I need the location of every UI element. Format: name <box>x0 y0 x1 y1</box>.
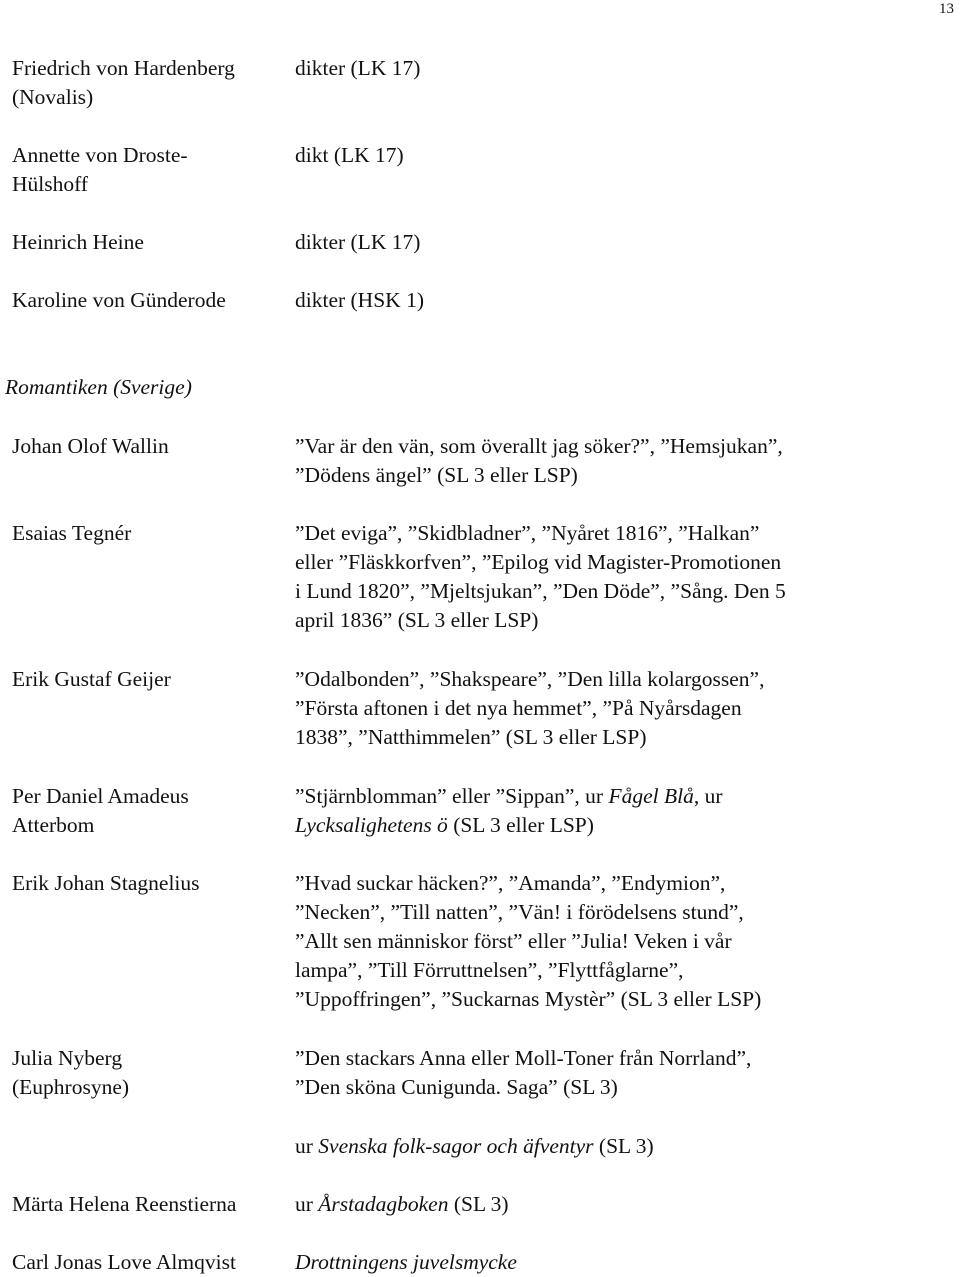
work-line <box>295 811 955 840</box>
work-line <box>295 228 955 257</box>
work-text: lampa”, ”Till Förruttnelsen”, ”Flyttfåglarne”, <box>295 958 684 982</box>
work-line <box>295 1248 955 1277</box>
work-list <box>295 782 955 840</box>
work-line <box>295 694 955 723</box>
work-line <box>295 54 955 83</box>
work-title: Fågel Blå <box>608 784 694 808</box>
work-list <box>295 141 955 170</box>
author-name <box>12 1190 294 1219</box>
work-line <box>295 985 955 1014</box>
work-list <box>295 286 955 315</box>
author-line: Johan Olof Wallin <box>12 434 169 458</box>
work-text: ”Var är den vän, som överallt jag söker?”, ”Hemsjukan”, <box>295 434 783 458</box>
author-name <box>12 1044 294 1102</box>
author-line: Karoline von Günderode <box>12 288 226 312</box>
work-text: ur <box>295 1134 319 1158</box>
author-name <box>12 782 294 840</box>
author-name <box>12 228 294 257</box>
work-text: eller ”Fläskkorfven”, ”Epilog vid Magister-Promotionen <box>295 550 782 574</box>
author-name <box>12 141 294 199</box>
work-text: 1838”, ”Natthimmelen” (SL 3 eller LSP) <box>295 725 647 749</box>
work-text: (SL 3) <box>448 1192 509 1216</box>
work-line <box>295 141 955 170</box>
work-title: Svenska folk-sagor och äfventyr <box>318 1134 594 1158</box>
work-text: ”Odalbonden”, ”Shakspeare”, ”Den lilla kolargossen”, <box>295 667 765 691</box>
work-line <box>295 548 955 577</box>
author-name <box>12 665 294 694</box>
work-text: , ur <box>693 784 723 808</box>
work-text: ”Stjärnblomman” eller ”Sippan”, ur <box>295 784 609 808</box>
work-list <box>295 1044 955 1102</box>
work-line <box>295 1190 955 1219</box>
author-line: Carl Jonas Love Almqvist <box>12 1250 236 1274</box>
author-name <box>12 432 294 461</box>
work-line <box>295 927 955 956</box>
work-text: ”Det eviga”, ”Skidbladner”, ”Nyåret 1816”, ”Halkan” <box>295 521 760 545</box>
work-line <box>295 723 955 752</box>
work-line <box>295 606 955 635</box>
work-text: (SL 3) <box>593 1134 654 1158</box>
work-list <box>295 54 955 83</box>
work-line <box>295 577 955 606</box>
author-line: Hülshoff <box>12 172 89 196</box>
work-line <box>295 665 955 694</box>
work-list <box>295 519 955 635</box>
author-line: Heinrich Heine <box>12 230 144 254</box>
work-text: ”Den sköna Cunigunda. Saga” (SL 3) <box>295 1075 618 1099</box>
work-line <box>295 1132 955 1161</box>
author-line: Märta Helena Reenstierna <box>12 1192 237 1216</box>
work-text: i Lund 1820”, ”Mjeltsjukan”, ”Den Döde”, ”Sång. Den 5 <box>295 579 786 603</box>
author-line: Esaias Tegnér <box>12 521 132 545</box>
section-heading: Romantiken (Sverige) <box>5 375 192 399</box>
work-line <box>295 1073 955 1102</box>
work-list <box>295 1190 955 1219</box>
work-text: (SL 3 eller LSP) <box>447 813 594 837</box>
work-title: Årstadagboken <box>318 1192 449 1216</box>
author-line: Julia Nyberg <box>12 1046 123 1070</box>
work-text: ”Allt sen människor först” eller ”Julia! Veken i vår <box>295 929 732 953</box>
work-line <box>295 1044 955 1073</box>
work-line <box>295 898 955 927</box>
author-line: Annette von Droste- <box>12 143 188 167</box>
work-text: ur <box>295 1192 319 1216</box>
work-list <box>295 1248 955 1277</box>
work-list <box>295 228 955 257</box>
work-line <box>295 869 955 898</box>
author-line: (Novalis) <box>12 85 94 109</box>
work-line <box>295 286 955 315</box>
work-text: ”Necken”, ”Till natten”, ”Vän! i förödelsens stund”, <box>295 900 744 924</box>
author-line: Friedrich von Hardenberg <box>12 56 235 80</box>
work-text: ”Den stackars Anna eller Moll-Toner från Norrland”, <box>295 1046 752 1070</box>
author-line: Per Daniel Amadeus <box>12 784 189 808</box>
work-text: dikt (LK 17) <box>295 143 404 167</box>
author-name <box>12 54 294 112</box>
author-name <box>12 286 294 315</box>
author-name <box>12 869 294 898</box>
work-text: dikter (LK 17) <box>295 56 421 80</box>
work-title: Lycksalighetens ö <box>295 813 448 837</box>
work-title: Drottningens juvelsmycke <box>295 1250 517 1274</box>
work-text: ”Hvad suckar häcken?”, ”Amanda”, ”Endymion”, <box>295 871 726 895</box>
work-text: ”Första aftonen i det nya hemmet”, ”På Nyårsdagen <box>295 696 742 720</box>
work-list <box>295 432 955 490</box>
author-line: Atterbom <box>12 813 95 837</box>
work-text: ”Dödens ängel” (SL 3 eller LSP) <box>295 463 578 487</box>
work-line <box>295 461 955 490</box>
work-line <box>295 432 955 461</box>
author-line: (Euphrosyne) <box>12 1075 130 1099</box>
work-text: ”Uppoffringen”, ”Suckarnas Mystèr” (SL 3 eller LSP) <box>295 987 762 1011</box>
work-list <box>295 1132 955 1161</box>
work-text: dikter (HSK 1) <box>295 288 424 312</box>
work-line <box>295 956 955 985</box>
work-list <box>295 665 955 752</box>
author-name <box>12 519 294 548</box>
page-number: 13 <box>939 1 954 17</box>
work-line <box>295 782 955 811</box>
work-list <box>295 869 955 1014</box>
author-line: Erik Gustaf Geijer <box>12 667 171 691</box>
author-name <box>12 1248 294 1277</box>
work-text: april 1836” (SL 3 eller LSP) <box>295 608 539 632</box>
author-line: Erik Johan Stagnelius <box>12 871 200 895</box>
work-line <box>295 519 955 548</box>
work-text: dikter (LK 17) <box>295 230 421 254</box>
